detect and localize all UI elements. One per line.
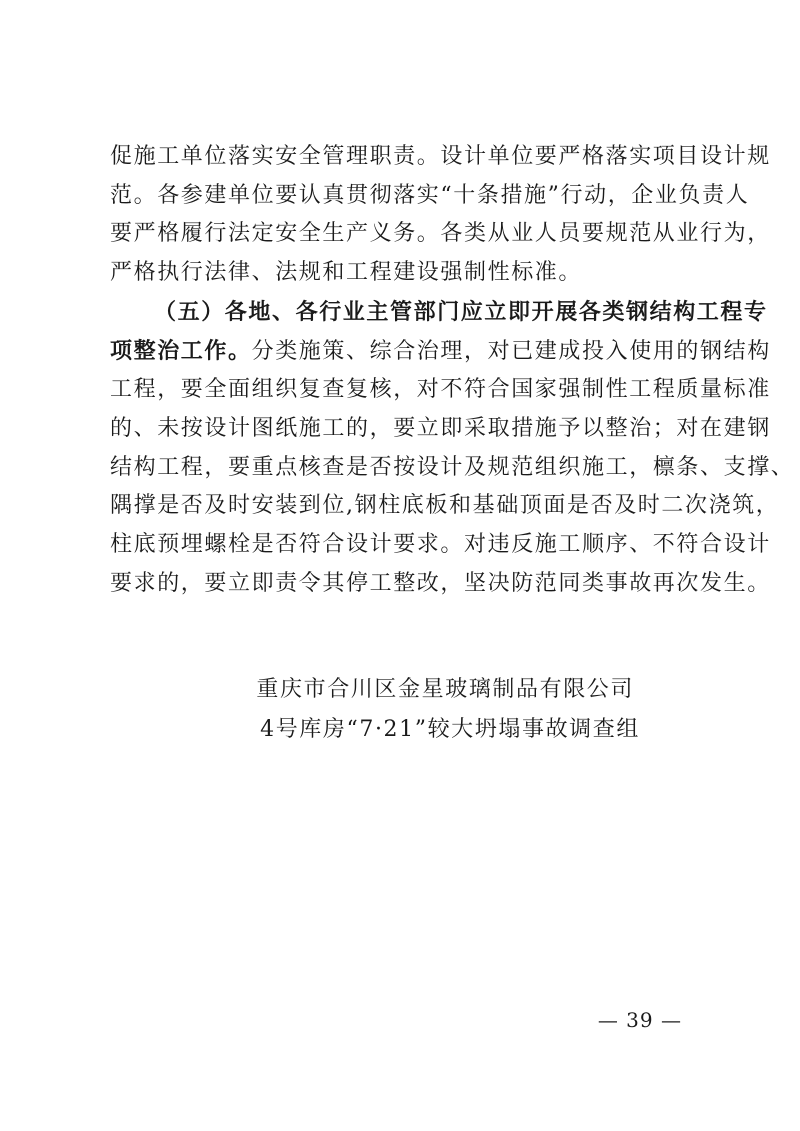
signature-group: 4号库房“7·21”较大坍塌事故调查组 (260, 717, 640, 742)
text-line: 要严格履行法定安全生产义务。各类从业人员要规范从业行为， (110, 221, 771, 247)
text-line: 隅撑是否及时安装到位,钢柱底板和基础顶面是否及时二次浇筑， (110, 493, 780, 519)
text-fragment: 分类施策、综合治理，对已建成投入使用的钢结构 (251, 338, 771, 364)
text-line: 要求的，要立即责令其停工整改，坚决防范同类事故再次发生。 (110, 570, 771, 596)
text-line: 范。各参建单位要认真贯彻落实“十条措施”行动，企业负责人 (110, 182, 750, 208)
text-line: 柱底预埋螺栓是否符合设计要求。对违反施工顺序、不符合设计 (110, 532, 771, 558)
text-line: 严格执行法律、法规和工程建设强制性标准。 (110, 260, 583, 286)
signature-organization: 重庆市合川区金星玻璃制品有限公司 (256, 677, 634, 702)
section-five-heading-end: 项整治工作。 (110, 337, 252, 364)
text-line: 工程，要全面组织复查复核，对不符合国家强制性工程质量标准 (110, 377, 771, 403)
page-number: — 39 — (597, 1008, 682, 1032)
text-line: 结构工程，要重点核查是否按设计及规范组织施工，檩条、支撑、 (110, 454, 795, 480)
text-line: 的、未按设计图纸施工的，要立即采取措施予以整治；对在建钢 (110, 415, 771, 441)
section-five-heading: （五）各地、各行业主管部门应立即开展各类钢结构工程专 (154, 298, 768, 325)
body-text (110, 138, 795, 603)
text-line (110, 332, 771, 372)
text-line: 促施工单位落实安全管理职责。设计单位要严格落实项目设计规 (110, 144, 771, 169)
